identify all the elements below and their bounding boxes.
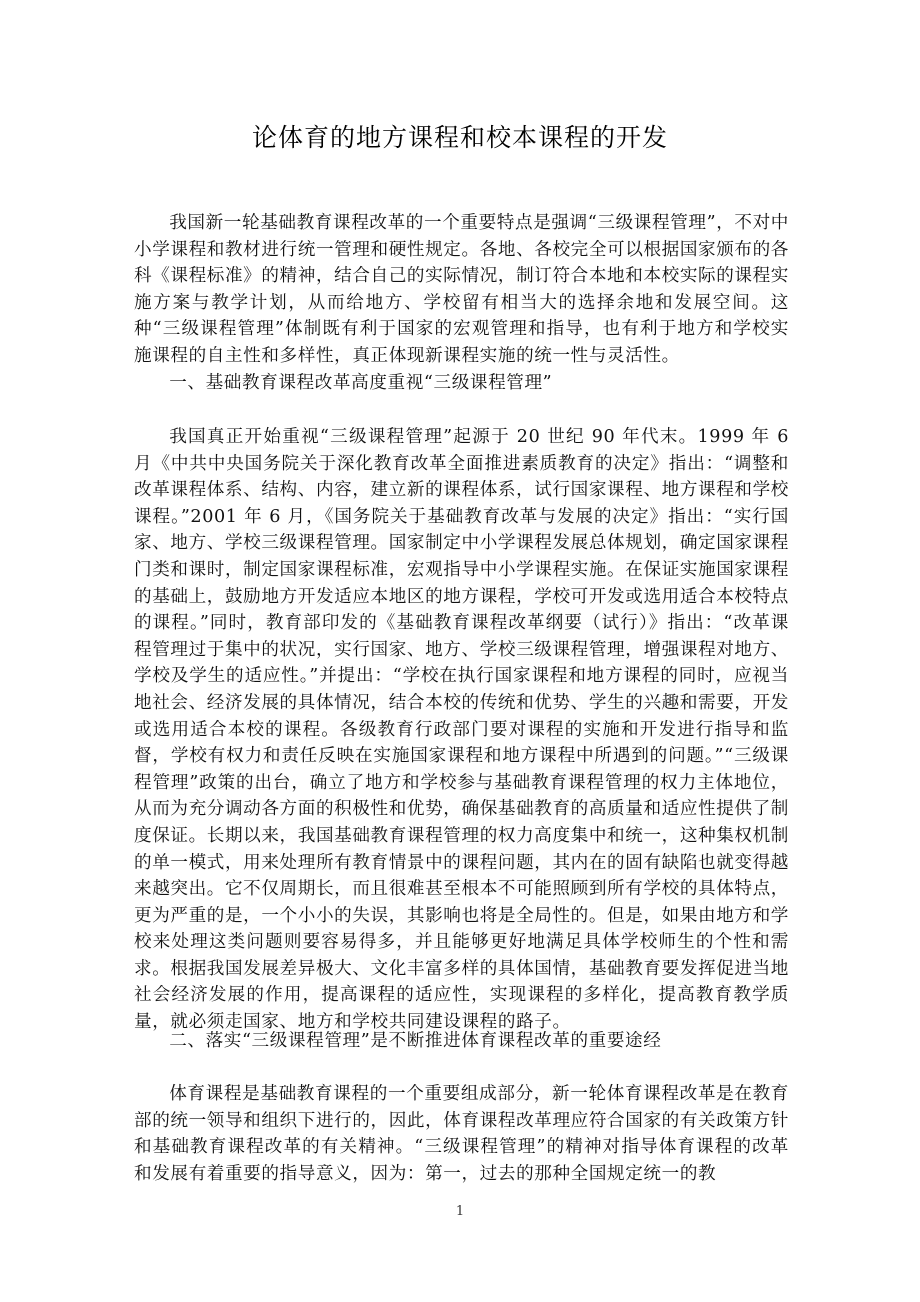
section-heading-1: 一、基础教育课程改革高度重视“三级课程管理”	[169, 373, 553, 393]
document-title: 论体育的地方课程和校本课程的开发	[251, 123, 668, 152]
paragraph-text: 我国真正开始重视“三级课程管理”起源于 20 世纪 90 年代末。1999 年 6 月《中共中央国务院关于深化教育改革全面推进素质教育的决定》指出：“调整和改革课程体系、结构、内容，建立新的课程体系，试行国家课程、地方课程和学校课程。”2001 年 6 月，《国务院关于基础教育改革与发展的决定》指出：“实行国家、地方、学校三级课程管理。国家制定中小学课程发展总体规划，确定国家课程门类和课时，制定国家课程标准，宏观指导中小学课程实施。在保证实施国家课程的基础上，鼓励地方开发适应本地区的地方课程，学校可开发或选用适合本校特点的课程。”同时，教育部印发的《基础教育课程改革纲要（试行）》指出：“改革课程管理过于集中的状况，实行国家、地方、学校三级课程管理，增强课程对地方、学校及学生的适应性。”并提出：“学校在执行国家课程和地方课程的同时，应视当地社会、经济发展的具体情况，结合本校的传统和优势、学生的兴趣和需要，开发或选用适合本校的课程。各级教育行政部门要对课程的实施和开发进行指导和监督，学校有权力和责任反映在实施国家课程和地方课程中所遇到的问题。”“三级课程管理”政策的出台，确立了地方和学校参与基础教育课程管理的权力主体地位，从而为充分调动各方面的积极性和优势，确保基础教育的高质量和适应性提供了制度保证。长期以来，我国基础教育课程管理的权力高度集中和统一，这种集权机制的单一模式，用来处理所有教育情景中的课程问题，其内在的固有缺陷也就变得越来越突出。它不仅周期长，而且很难甚至根本不可能照顾到所有学校的具体特点，更为严重的是，一个小小的失误，其影响也将是全局性的。但是，如果由地方和学校来处理这类问题则要容易得多，并且能够更好地满足具体学校师生的个性和需求。根据我国发展差异极大、文化丰富多样的具体国情，基础教育要发挥促进当地社会经济发展的作用，提高课程的适应性，实现课程的多样化，提高教育教学质量，就必须走国家、地方和学校共同建设课程的路子。	[134, 427, 789, 1033]
section-1-paragraph	[134, 424, 789, 1036]
paragraph-text: 我国新一轮基础教育课程改革的一个重要特点是强调“三级课程管理”，不对中小学课程和教材进行统一管理和硬性规定。各地、各校完全可以根据国家颁布的各科《课程标准》的精神，结合自己的实际情况，制订符合本地和本校实际的课程实施方案与教学计划，从而给地方、学校留有相当大的选择余地和发展空间。这种“三级课程管理”体制既有利于国家的宏观管理和指导，也有利于地方和学校实施课程的自主性和多样性，真正体现新课程实施的统一性与灵活性。	[134, 213, 789, 366]
paragraph-text: 体育课程是基础教育课程的一个重要组成部分，新一轮体育课程改革是在教育部的统一领导和组织下进行的，因此，体育课程改革理应符合国家的有关政策方针和基础教育课程改革的有关精神。“三级课程管理”的精神对指导体育课程的改革和发展有着重要的指导意义，因为：第一，过去的那种全国规定统一的教	[134, 1084, 789, 1184]
page-number: 1	[455, 1204, 465, 1219]
section-2-paragraph	[134, 1081, 789, 1187]
section-heading-2: 二、落实“三级课程管理”是不断推进体育课程改革的重要途经	[169, 1031, 662, 1051]
intro-paragraph	[134, 210, 789, 370]
